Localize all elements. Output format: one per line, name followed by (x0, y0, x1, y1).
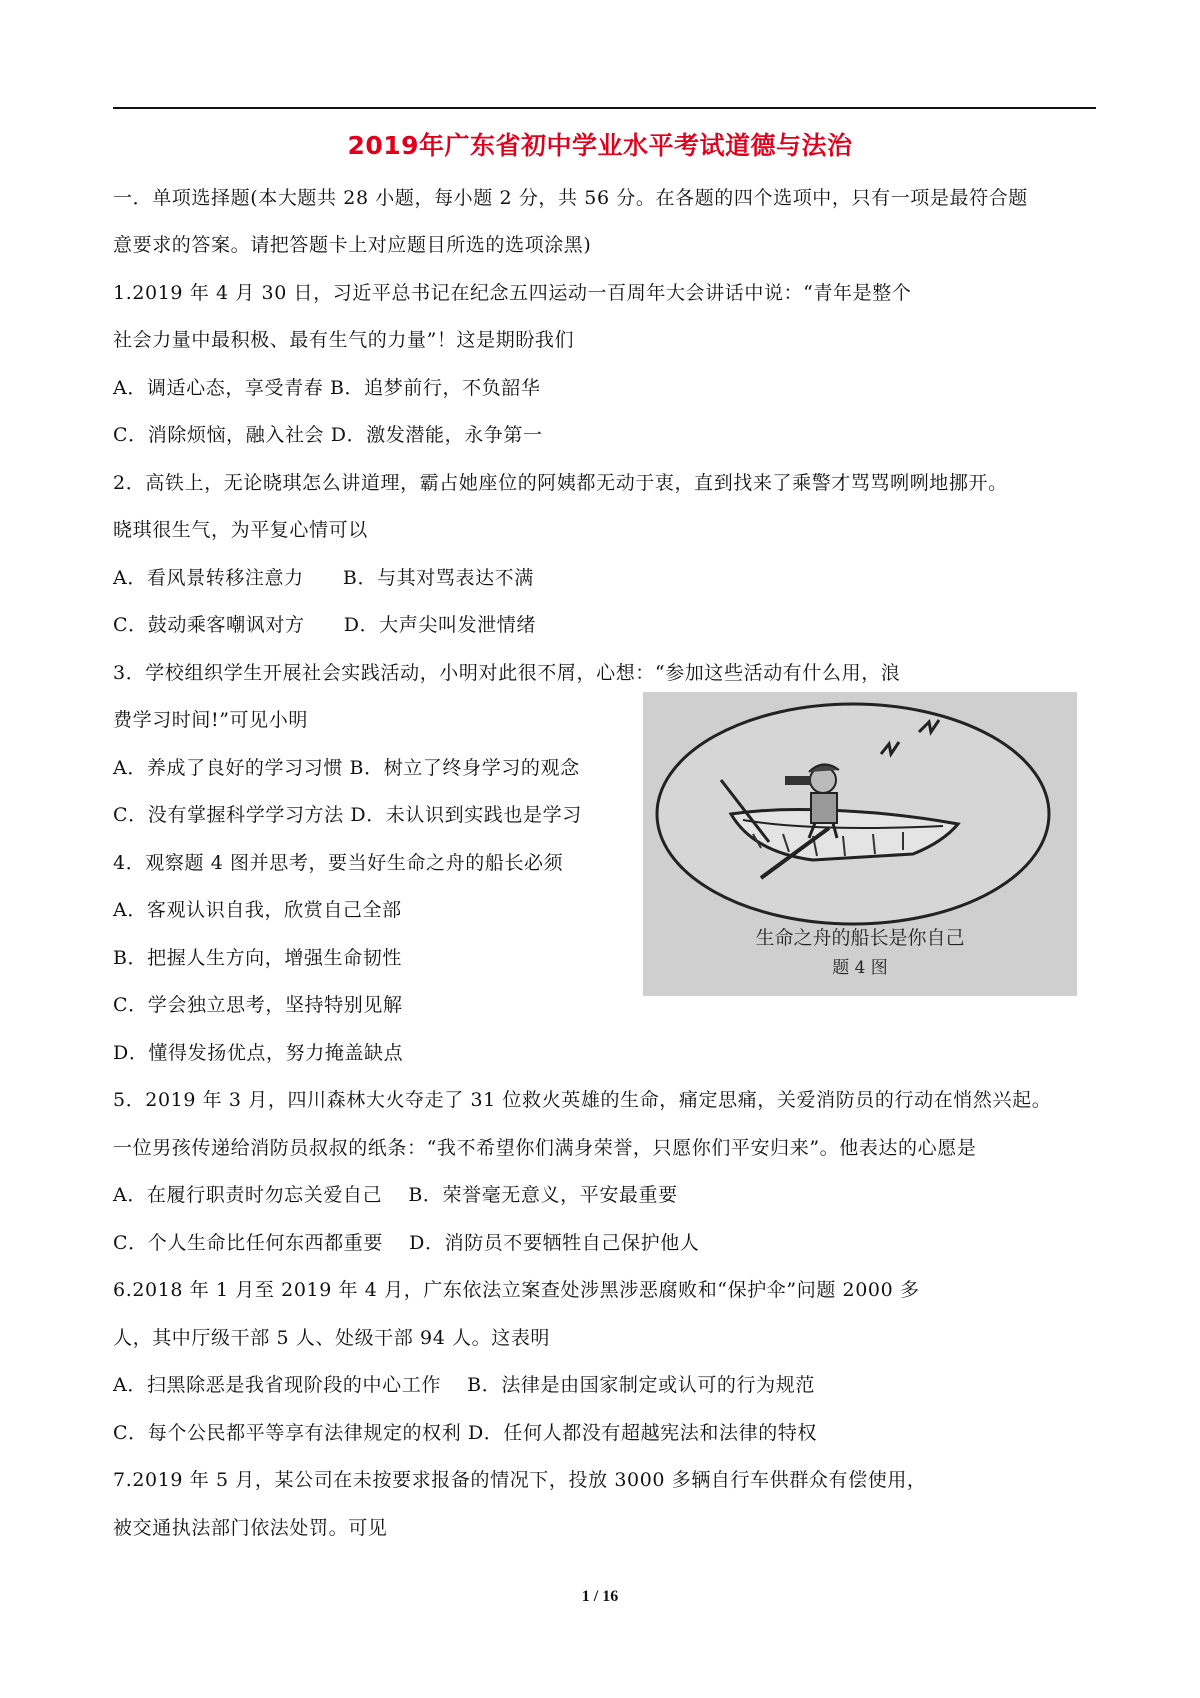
question-option: C．学会独立思考，坚持特别见解 (113, 994, 403, 1016)
question-option: D．懂得发扬优点，努力掩盖缺点 (113, 1042, 404, 1064)
question-stem: 人，其中厅级干部 5 人、处级干部 94 人。这表明 (113, 1327, 551, 1349)
section-instruction: 一．单项选择题(本大题共 28 小题，每小题 2 分，共 56 分。在各题的四个选项中，只有一项是最符合题 (113, 187, 1028, 209)
question-option: C．消除烦恼，融入社会 D．激发潜能，永争第一 (113, 424, 543, 446)
question-stem: 社会力量中最积极、最有生气的力量”！这是期盼我们 (113, 329, 575, 351)
question-option: A．在履行职责时勿忘关爱自己 B．荣誉毫无意义，平安最重要 (113, 1184, 678, 1206)
question-option: A．看风景转移注意力 B．与其对骂表达不满 (113, 567, 534, 589)
question-stem: 晓琪很生气，为平复心情可以 (113, 519, 368, 541)
question-option: A．调适心态，享受青春 B．追梦前行，不负韶华 (113, 377, 541, 399)
captain-boat-illustration-icon (643, 692, 1077, 996)
question-option: B．把握人生方向，增强生命韧性 (113, 947, 402, 969)
question-stem: 费学习时间!”可见小明 (113, 709, 308, 731)
question-stem: 2．高铁上，无论晓琪怎么讲道理，霸占她座位的阿姨都无动于衷，直到找来了乘警才骂骂咧咧地挪开。 (113, 472, 1008, 494)
question-4-figure (643, 692, 1077, 996)
page-title: 2019年广东省初中学业水平考试道德与法治 (347, 131, 853, 160)
figure-caption: 生命之舟的船长是你自己 (755, 927, 965, 949)
question-option: C．没有掌握科学学习方法 D．未认识到实践也是学习 (113, 804, 582, 826)
question-stem: 1.2019 年 4 月 30 日，习近平总书记在纪念五四运动一百周年大会讲话中说：“青年是整个 (113, 282, 912, 304)
question-option: C．鼓动乘客嘲讽对方 D．大声尖叫发泄情绪 (113, 614, 536, 636)
question-stem: 7.2019 年 5 月，某公司在未按要求报备的情况下，投放 3000 多辆自行车供群众有偿使用， (113, 1469, 927, 1491)
page-number: 1 / 16 (581, 1588, 619, 1605)
question-stem: 4．观察题 4 图并思考，要当好生命之舟的船长必须 (113, 852, 564, 874)
question-option: C．个人生命比任何东西都重要 D．消防员不要牺牲自己保护他人 (113, 1232, 700, 1254)
header-rule (113, 107, 1096, 109)
figure-label: 题 4 图 (832, 958, 888, 978)
question-stem: 6.2018 年 1 月至 2019 年 4 月，广东依法立案查处涉黑涉恶腐败和“保护伞”问题 2000 多 (113, 1279, 920, 1301)
question-stem: 一位男孩传递给消防员叔叔的纸条：“我不希望你们满身荣誉，只愿你们平安归来”。他表达的心愿是 (113, 1137, 977, 1159)
question-stem: 被交通执法部门依法处罚。可见 (113, 1517, 388, 1539)
question-option: A．养成了良好的学习习惯 B．树立了终身学习的观念 (113, 757, 580, 779)
question-option: A．客观认识自我，欣赏自己全部 (113, 899, 402, 921)
question-option: A．扫黑除恶是我省现阶段的中心工作 B．法律是由国家制定或认可的行为规范 (113, 1374, 815, 1396)
section-instruction: 意要求的答案。请把答题卡上对应题目所选的选项涂黑) (113, 234, 592, 256)
question-option: C．每个公民都平等享有法律规定的权利 D．任何人都没有超越宪法和法律的特权 (113, 1422, 818, 1444)
question-stem: 3．学校组织学生开展社会实践活动，小明对此很不屑，心想：“参加这些活动有什么用，浪 (113, 662, 901, 684)
question-stem: 5．2019 年 3 月，四川森林大火夺走了 31 位救火英雄的生命，痛定思痛，关爱消防员的行动在悄然兴起。 (113, 1089, 1052, 1111)
